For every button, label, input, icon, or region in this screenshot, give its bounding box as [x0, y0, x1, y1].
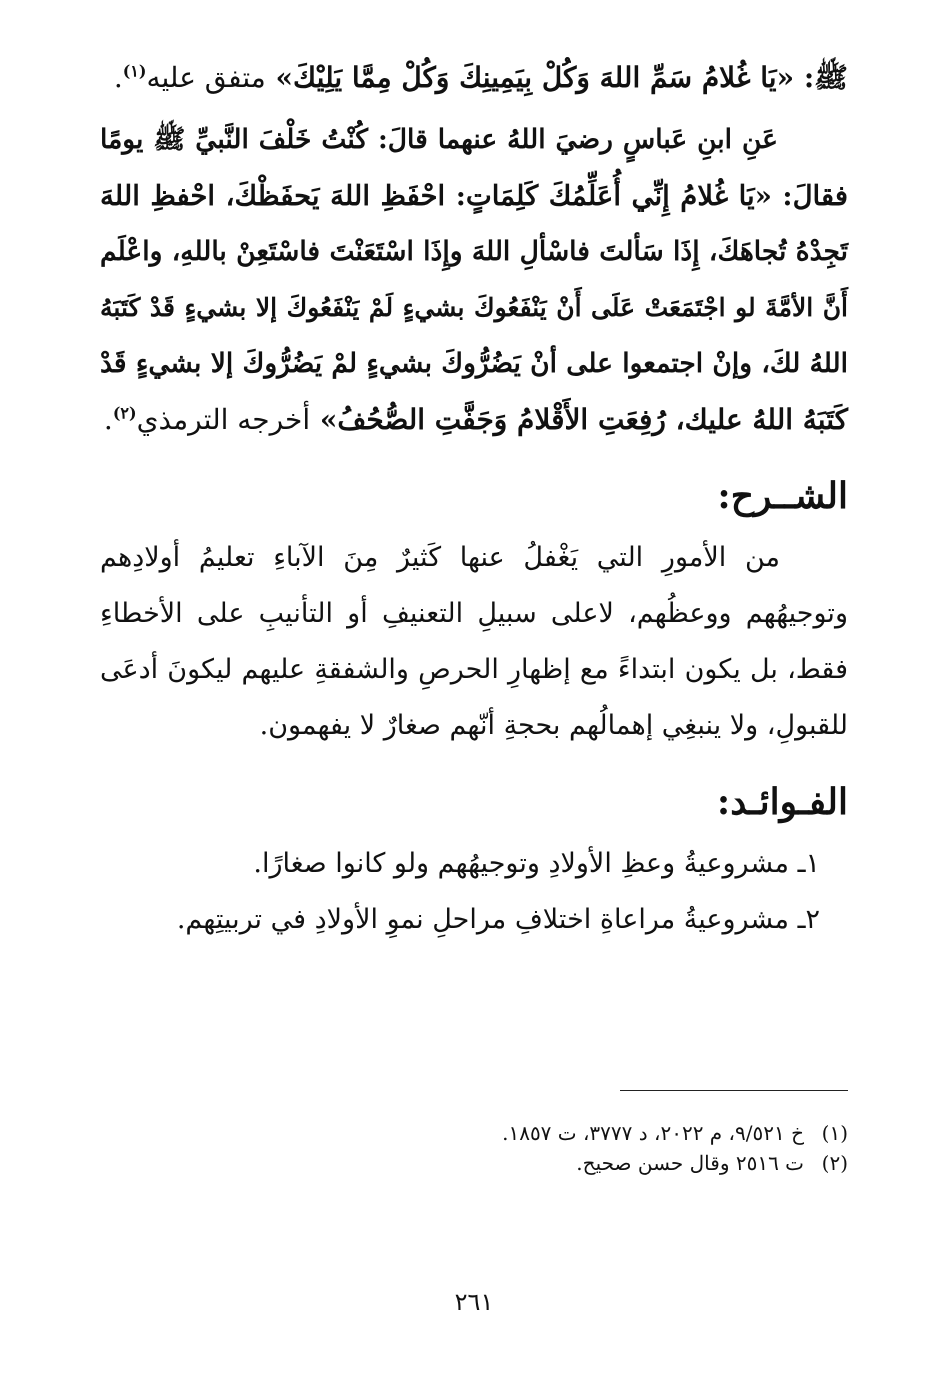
hadith-ibn-abbas-line-6: [100, 392, 848, 448]
footnote-ref-2[interactable]: (٢): [112, 403, 137, 423]
hadith-ghulam-eating-end: .: [113, 61, 123, 94]
footnote-1: [100, 1118, 848, 1148]
sharh-line-3: فقط، بل يكون ابتداءً مع إظهارِ الحرصِ والشفقةِ عليهم ليكونَ أدعَى: [100, 654, 848, 685]
sharh-line-1: من الأمورِ التي يَغْفلُ عنها كَثيرٌ مِنَ الآباءِ تعليمُ أولادِهم: [100, 542, 780, 573]
footnote-ref-1[interactable]: (١): [122, 61, 147, 81]
footnote-1-text: خ ٩/٥٢١، م ٢٠٢٢، د ٣٧٧٧، ت ١٨٥٧.: [502, 1121, 804, 1145]
fawaid-list: [100, 836, 848, 948]
sharh-heading: الشــرح:: [717, 475, 848, 517]
hadith-ibn-abbas-end: .: [103, 403, 113, 436]
hadith-ghulam-eating: [100, 50, 848, 106]
hadith-ibn-abbas-line-4: أَنَّ الأمَّةَ لو اجْتَمَعَتْ عَلَى أَنْ يَنْفَعُوكَ بشيءٍ لَمْ يَنْفَعُوكَ إلا بشيءٍ قَدْ كَتَبَهُ: [100, 293, 848, 322]
book-page: [100, 50, 848, 1377]
hadith-ibn-abbas: [100, 112, 848, 448]
hadith-ibn-abbas-line-5: اللهُ لكَ، وإنْ اجتمعوا على أنْ يَضُرُّوكَ بشيءٍ لمْ يَضُرُّوكَ إلا بشيءٍ قَدْ: [100, 348, 848, 379]
sharh-line-4: للقبولِ، ولا ينبغِي إهمالُهم بحجةِ أنّهم صغارٌ لا يفهمون.: [259, 710, 848, 741]
hadith-ibn-abbas-line-1: عَنِ ابنِ عَباسٍ رضيَ اللهُ عنهما قالَ: كُنْتُ خَلْفَ النَّبيِّ ﷺ يومًا: [100, 124, 778, 155]
hadith-tirmidhi-label: أخرجه الترمذي: [136, 403, 311, 436]
footnote-1-number: (١): [821, 1121, 848, 1145]
hadith-ibn-abbas-line-2: فقالَ: «يَا غُلامُ إِنِّي أُعَلِّمُكَ كَلِمَاتٍ: احْفَظِ اللهَ يَحفَظْكَ، احْفظِ اللهَ: [100, 180, 848, 212]
fawaid-item-1: ١ـ مشروعيةُ وعظِ الأولادِ وتوجيهُهم ولو كانوا صغارًا.: [253, 848, 820, 879]
hadith-ibn-abbas-last-text: كَتَبَهُ اللهُ عليك، رُفِعَتِ الأَقْلامُ وَجَفَّتِ الصُّحُفُ»: [319, 403, 848, 436]
footnote-2-number: (٢): [821, 1151, 848, 1175]
hadith-ibn-abbas-line-3: تَجِدْهُ تُجاهَكَ، إِذَا سَألتَ فاسْألِ اللهَ وإِذَا اسْتَعَنْتَ فاسْتَعِنْ باللهِ، واعْلَم: [100, 236, 848, 267]
fawaid-item-2: ٢ـ مشروعيةُ مراعاةِ اختلافِ مراحلِ نموِ الأولادِ في تربيتِهم.: [176, 904, 820, 935]
sharh-body: [100, 530, 848, 754]
hadith-agreed-label: متفق عليه: [146, 61, 266, 94]
fawaid-heading: الفـوائـد:: [716, 781, 848, 823]
footnote-2-text: ت ٢٥١٦ وقال حسن صحيح.: [576, 1151, 804, 1175]
footnote-divider: [620, 1090, 848, 1091]
footnotes: [100, 1118, 848, 1178]
page-number: ٢٦١: [454, 1288, 494, 1316]
sharh-line-2: وتوجيهُهم ووعظُهم، لاعلى سبيلِ التعنيفِ أو التأنيبِ على الأخطاءِ: [100, 598, 848, 629]
hadith-ghulam-eating-text: ﷺ: «يَا غُلامُ سَمِّ اللهَ وَكُلْ بِيَمِينِكَ وَكُلْ مِمَّا يَلِيْكَ»: [275, 61, 848, 94]
footnote-2: [100, 1148, 848, 1178]
